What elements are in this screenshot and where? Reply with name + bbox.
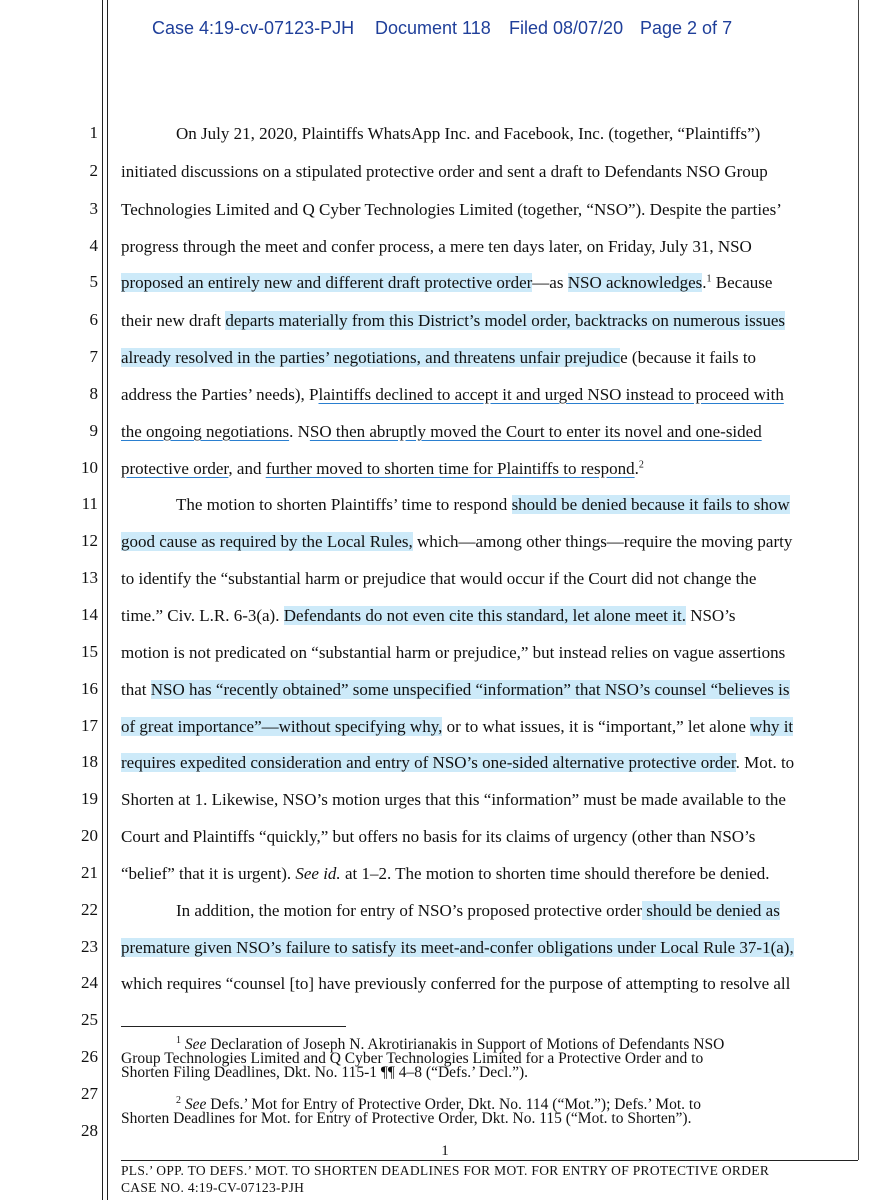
- line-number: 7: [89, 347, 98, 366]
- body-line: already resolved in the parties’ negotiations, and threatens unfair prejudice (because it fails to: [121, 348, 757, 367]
- line-number: 23: [81, 937, 98, 956]
- line-number: 6: [89, 310, 98, 329]
- footnote-1: $^1$ See Declaration of Joseph N. Akrotirianakis in Support of Motions of Defendants NSO Group Technologies Limited and Q Cyber Technologies Limited for a Protective Order and to Shorten Filing Deadlines, Dkt. No. 115-1 ¶¶ 4–8 (“Defs.’ Decl.”).: [121, 1034, 725, 1081]
- line-number: 3: [89, 199, 98, 218]
- underline-annotation: further moved to shorten time for Plaintiffs to respond: [265, 459, 635, 478]
- body-line: to identify the “substantial harm or prejudice that would occur if the Court did not change the: [121, 569, 757, 588]
- header-page-count: Page 2 of 7: [640, 18, 733, 38]
- line-number: 24: [81, 973, 98, 992]
- body-line: Court and Plaintiffs “quickly,” but offers no basis for its claims of urgency (other than NSO’s: [121, 827, 756, 846]
- highlight: why it: [750, 717, 794, 736]
- body-line: motion is not predicated on “substantial harm or prejudice,” but instead relies on vague assertions: [121, 643, 786, 662]
- body-line: which requires “counsel [to] have previously conferred for the purpose of attempting to resolve all: [121, 974, 791, 993]
- line-number: 2: [89, 161, 98, 180]
- footer-case-number: CASE NO. 4:19-CV-07123-PJH: [121, 1180, 305, 1195]
- body-line: proposed an entirely new and different draft protective order—as NSO acknowledges.$^1$ Because: [121, 273, 773, 292]
- line-number: 11: [81, 494, 98, 513]
- highlight: requires expedited consideration and entry of NSO’s one-sided alternative protective order: [121, 753, 736, 772]
- body-line: the ongoing negotiations. NSO then abruptly moved the Court to enter its novel and one-sided: [121, 422, 762, 441]
- margin-rule-left: [102, 0, 103, 1200]
- header-case-number: Case 4:19-cv-07123-PJH: [152, 18, 355, 38]
- underline-annotation: protective order: [121, 459, 229, 478]
- footer-divider: [121, 1160, 858, 1161]
- line-number: 15: [81, 642, 98, 661]
- highlight: NSO acknowledges: [567, 273, 703, 292]
- line-number: 28: [81, 1121, 98, 1140]
- line-number: 21: [81, 863, 98, 882]
- underline-annotation: the ongoing negotiations: [121, 422, 290, 441]
- highlight: proposed an entirely new and different draft protective order: [121, 273, 533, 292]
- highlight: —without specifying why,: [261, 717, 443, 736]
- margin-rule-right: [858, 0, 859, 1160]
- body-line: On July 21, 2020, Plaintiffs WhatsApp Inc. and Facebook, Inc. (together, “Plaintiffs”): [176, 124, 761, 143]
- header-filed-date: Filed 08/07/20: [509, 18, 624, 38]
- footnote-ref: 1: [706, 273, 712, 285]
- header-document: Document 118: [375, 18, 491, 38]
- line-number: 20: [81, 826, 98, 845]
- body-line: Shorten at 1. Likewise, NSO’s motion urges that this “information” must be made available to the: [121, 790, 786, 809]
- line-number: 22: [81, 900, 98, 919]
- line-number: 18: [81, 752, 98, 771]
- body-line: initiated discussions on a stipulated protective order and sent a draft to Defendants NSO Group: [121, 162, 768, 181]
- body-line: protective order, and further moved to shorten time for Plaintiffs to respond.$^2$: [121, 459, 644, 478]
- body-line: progress through the meet and confer process, a mere ten days later, on Friday, July 31, NSO: [121, 237, 752, 256]
- line-number: 26: [81, 1047, 98, 1066]
- line-number: 13: [81, 568, 98, 587]
- line-number: 12: [81, 531, 98, 550]
- line-number: 10: [81, 458, 98, 477]
- line-number: 4: [89, 236, 98, 255]
- line-number: 9: [89, 421, 98, 440]
- highlight: should be denied because it fails to show: [511, 495, 790, 514]
- line-number: 16: [81, 679, 98, 698]
- highlight: Defendants do not even cite this standard, let alone meet it.: [283, 606, 686, 625]
- body-line: requires expedited consideration and entry of NSO’s one-sided alternative protective order. Mot. to: [121, 753, 795, 772]
- highlight: departs materially from this District’s model order, backtracks on numerous issues: [225, 311, 786, 330]
- page-number: 1: [441, 1143, 449, 1159]
- line-number: 25: [81, 1010, 98, 1029]
- footnote-2: $^2$ See Defs.’ Mot for Entry of Protective Order, Dkt. No. 114 (“Mot.”); Defs.’ Mot. to Shorten Deadlines for Mot. for Entry of Protective Order, Dkt. No. 115 (“Mot. to Shorten”).: [121, 1094, 701, 1127]
- body-line: “belief” that it is urgent). See id. at 1–2. The motion to shorten time should therefore be denied.: [121, 864, 770, 883]
- highlight: NSO has “recently obtained” some unspecified “information” that NSO’s counsel “believes is: [150, 680, 790, 699]
- body-line: time.” Civ. L.R. 6-3(a). Defendants do not even cite this standard, let alone meet it. NSO’s: [121, 606, 736, 625]
- line-number: 8: [89, 384, 98, 403]
- line-number: 5: [89, 272, 98, 291]
- line-number: 19: [81, 789, 98, 808]
- body-line: In addition, the motion for entry of NSO’s proposed protective order should be denied as: [176, 901, 780, 920]
- underline-annotation: SO then abruptly moved the Court to enter its novel and one-sided: [309, 422, 762, 441]
- highlight: should be denied as: [641, 901, 780, 920]
- footer-caption: PLS.’ OPP. TO DEFS.’ MOT. TO SHORTEN DEADLINES FOR MOT. FOR ENTRY OF PROTECTIVE ORDER: [121, 1163, 770, 1178]
- body-line: good cause as required by the Local Rules, which—among other things—require the moving party: [121, 532, 793, 551]
- margin-rule-left-inner: [107, 0, 108, 1200]
- body-line: of great importance”—without specifying why, or to what issues, it is “important,” let alone why it: [121, 717, 794, 736]
- line-number: 14: [81, 605, 98, 624]
- body-line: The motion to shorten Plaintiffs’ time to respond should be denied because it fails to show: [176, 495, 790, 514]
- highlight: already resolved in the parties’ negotiations, and threatens unfair prejudic: [121, 348, 621, 367]
- footnote-divider: [121, 1026, 346, 1027]
- body-line: that NSO has “recently obtained” some unspecified “information” that NSO’s counsel “believes is: [121, 680, 790, 699]
- body-line: address the Parties’ needs), Plaintiffs declined to accept it and urged NSO instead to proceed with: [121, 385, 784, 404]
- body-line: their new draft departs materially from this District’s model order, backtracks on numerous issues: [121, 311, 786, 330]
- line-number: 27: [81, 1084, 98, 1103]
- underline-annotation: laintiffs declined to accept it and urged NSO instead to proceed with: [318, 385, 784, 404]
- line-number: 1: [89, 123, 98, 142]
- body-line: Technologies Limited and Q Cyber Technologies Limited (together, “NSO”). Despite the parties’: [121, 200, 782, 219]
- footnote-ref: 2: [638, 459, 644, 471]
- highlight: good cause as required by the Local Rules,: [121, 532, 413, 551]
- highlight: of great importance”: [121, 717, 262, 736]
- body-line: [121, 937, 794, 959]
- line-number: 17: [81, 716, 98, 735]
- highlight: premature given NSO’s failure to satisfy its meet-and-confer obligations under Local Rule 37-1(a),: [121, 938, 794, 957]
